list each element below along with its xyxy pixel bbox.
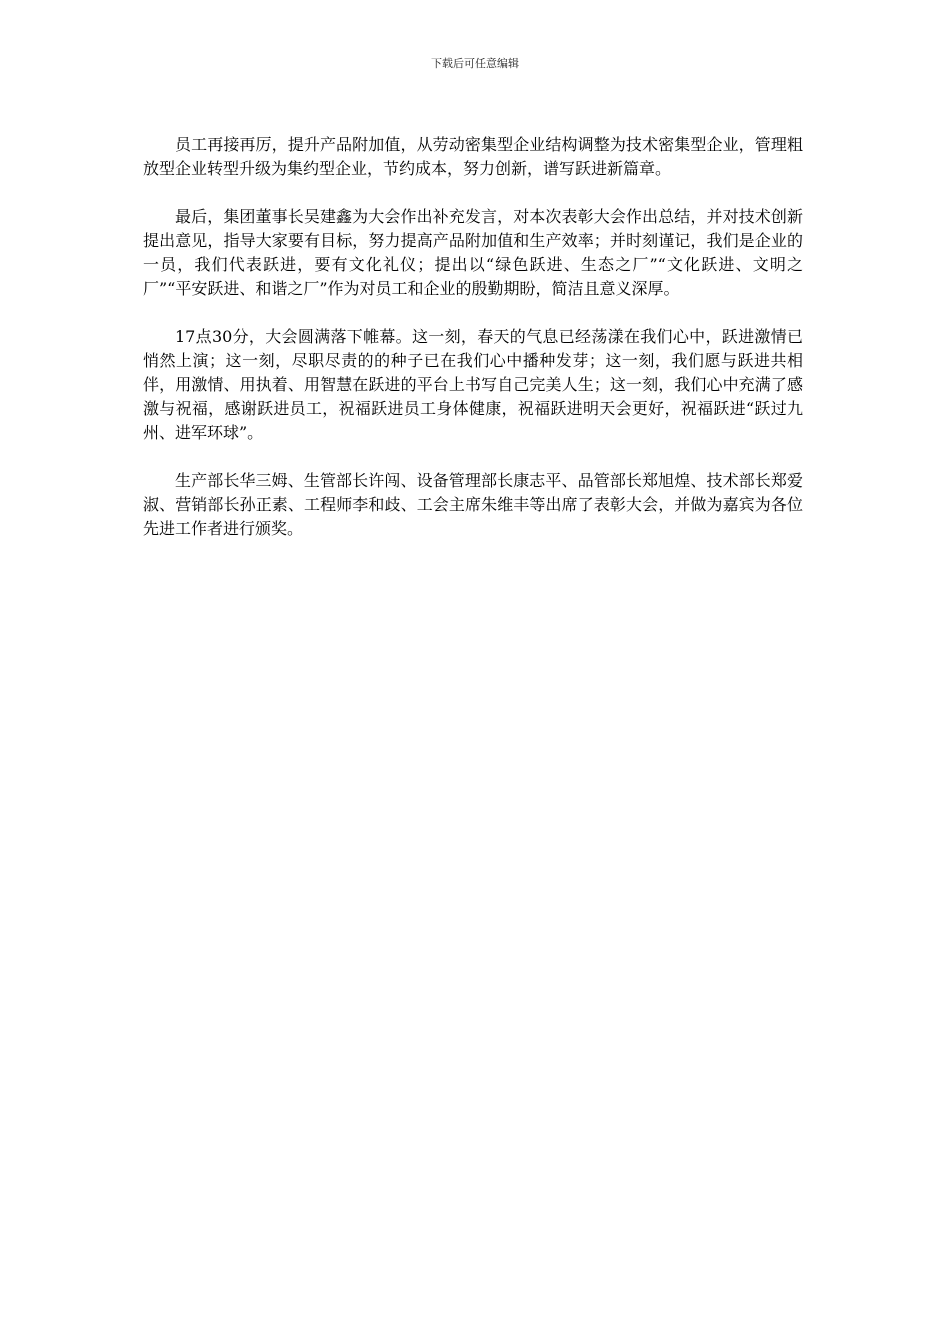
paragraph-4: 生产部长华三姆、生管部长许闯、设备管理部长康志平、品管部长郑旭煌、技术部长郑爱淑、营销部长孙正素、工程师李和歧、工会主席朱维丰等出席了表彰大会，并做为嘉宾为各位先进工作者进行颁奖。 [143, 471, 803, 538]
paragraph-3: 17点30分，大会圆满落下帷幕。这一刻，春天的气息已经荡漾在我们心中，跃进激情已悄然上演；这一刻，尽职尽责的的种子已在我们心中播种发芽；这一刻，我们愿与跃进共相伴，用激情、用执着、用智慧在跃进的平台上书写自己完美人生；这一刻，我们心中充满了感激与祝福，感谢跃进员工，祝福跃进员工身体健康，祝福跃进明天会更好，祝福跃进“跃过九州、进军环球”。 [143, 327, 803, 442]
page-header: 下载后可任意编辑 [431, 57, 519, 70]
document-body [143, 133, 803, 565]
paragraph-1: 员工再接再厉，提升产品附加值，从劳动密集型企业结构调整为技术密集型企业，管理粗放型企业转型升级为集约型企业，节约成本，努力创新，谱写跃进新篇章。 [143, 135, 803, 178]
paragraph-2: 最后，集团董事长吴建鑫为大会作出补充发言，对本次表彰大会作出总结，并对技术创新提出意见，指导大家要有目标，努力提高产品附加值和生产效率；并时刻谨记，我们是企业的一员，我们代表跃进，要有文化礼仪；提出以“绿色跃进、生态之厂”“文化跃进、文明之厂”“平安跃进、和谐之厂”作为对员工和企业的殷勤期盼，简洁且意义深厚。 [143, 207, 803, 298]
